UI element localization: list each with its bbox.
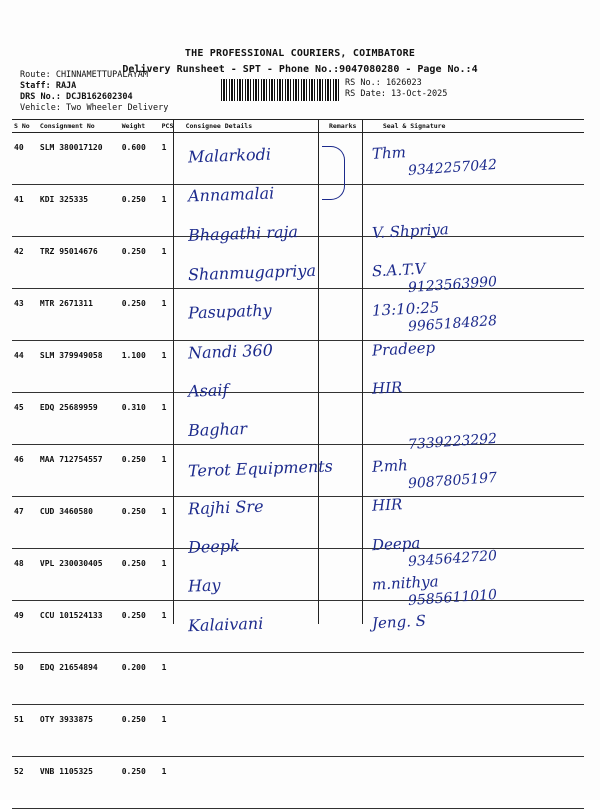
sno-cell: 45 <box>12 393 38 445</box>
consignment-cell: MAA 712754557 <box>38 445 120 497</box>
phone-handwriting: 9342257042 <box>407 156 498 180</box>
consignment-cell: VPL 230030405 <box>38 549 120 601</box>
consignment-cell: OTY 3933875 <box>38 705 120 757</box>
sno-cell: 42 <box>12 237 38 289</box>
pcs-cell: 1 <box>160 289 184 341</box>
sno-cell: 40 <box>12 133 38 185</box>
sno-cell: 48 <box>12 549 38 601</box>
column-divider <box>318 119 319 624</box>
consignee-handwriting: Bhagathi raja <box>187 222 299 246</box>
weight-cell: 0.250 <box>120 601 160 653</box>
weight-cell: 0.250 <box>120 237 160 289</box>
table-row <box>12 393 584 445</box>
consignee-handwriting: Baghar <box>187 418 248 440</box>
table-row <box>12 653 584 705</box>
pcs-cell: 1 <box>160 653 184 705</box>
pcs-cell: 1 <box>160 757 184 809</box>
sno-cell: 49 <box>12 601 38 653</box>
weight-cell: 0.310 <box>120 393 160 445</box>
col-remarks: Remarks <box>327 120 381 133</box>
consignment-cell: CCU 101524133 <box>38 601 120 653</box>
runsheet-subtitle: Delivery Runsheet - SPT - Phone No.:9047080280 - Page No.:4 <box>122 64 478 75</box>
column-divider <box>173 119 174 624</box>
barcode <box>221 79 341 101</box>
signature-handwriting: Pradeep <box>371 337 436 360</box>
pcs-cell: 1 <box>160 705 184 757</box>
route-line: Route: CHINNAMETTUPALAYAM <box>20 70 148 80</box>
pcs-cell: 1 <box>160 549 184 601</box>
sno-cell: 44 <box>12 341 38 393</box>
consignee-handwriting: Shanmugapriya <box>187 261 317 285</box>
col-sno: S No <box>12 120 38 133</box>
weight-cell: 0.250 <box>120 185 160 237</box>
table-row <box>12 601 584 653</box>
sno-cell: 52 <box>12 757 38 809</box>
vehicle-line: Vehicle: Two Wheeler Delivery <box>20 103 169 113</box>
consignee-handwriting: Rajhi Sre <box>187 496 264 519</box>
signature-handwriting: V. Shpriya <box>371 220 450 243</box>
company-title: THE PROFESSIONAL COURIERS, COIMBATORE <box>184 48 416 59</box>
pcs-cell: 1 <box>160 393 184 445</box>
col-seal: Seal & Signature <box>381 120 584 133</box>
consignment-cell: SLM 379949058 <box>38 341 120 393</box>
signature-handwriting: Thm <box>371 143 407 163</box>
consignee-handwriting: Malarkodi <box>187 144 272 167</box>
pcs-cell: 1 <box>160 445 184 497</box>
table-row <box>12 341 584 393</box>
phone-handwriting: 7339223292 <box>407 430 498 453</box>
consignment-cell: VNB 1105325 <box>38 757 120 809</box>
pcs-cell: 1 <box>160 133 184 185</box>
table-row <box>12 289 584 341</box>
signature-handwriting: m.nithya <box>371 572 439 594</box>
pcs-cell: 1 <box>160 601 184 653</box>
consignee-handwriting: Deepk <box>187 536 241 557</box>
remarks-cell <box>327 653 381 705</box>
phone-handwriting: 9965184828 <box>407 313 498 336</box>
consignee-handwriting: Pasupathy <box>187 300 272 323</box>
weight-cell: 0.250 <box>120 289 160 341</box>
sno-cell: 50 <box>12 653 38 705</box>
column-divider <box>362 119 363 624</box>
pcs-cell: 1 <box>160 497 184 549</box>
weight-cell: 0.600 <box>120 133 160 185</box>
consignee-handwriting: Annamalai <box>187 183 275 206</box>
consignee-cell <box>184 705 327 757</box>
drs-line: DRS No.: DCJB162602304 <box>20 92 133 102</box>
consignment-cell: CUD 3460580 <box>38 497 120 549</box>
consignee-handwriting: Kalaivani <box>187 613 264 636</box>
staff-line: Staff: RAJA <box>20 81 77 91</box>
phone-handwriting: 9345642720 <box>407 547 498 571</box>
weight-cell: 0.250 <box>120 549 160 601</box>
phone-handwriting: 9123563990 <box>407 274 498 297</box>
route-meta <box>20 70 168 114</box>
table-row <box>12 705 584 757</box>
pcs-cell: 1 <box>160 237 184 289</box>
consignment-cell: KDI 325335 <box>38 185 120 237</box>
phone-handwriting: 9087805197 <box>407 469 498 492</box>
signature-handwriting: Deepa <box>371 533 421 555</box>
seal-cell <box>381 757 584 809</box>
sno-cell: 46 <box>12 445 38 497</box>
consignee-handwriting: Hay <box>187 575 221 596</box>
signature-handwriting: HIR <box>371 377 403 398</box>
signature-handwriting: P.mh <box>371 455 409 476</box>
consignee-handwriting: Asaif <box>187 379 229 401</box>
signature-handwriting: HIR <box>371 495 403 515</box>
remarks-cell <box>327 757 381 809</box>
table-row <box>12 133 584 185</box>
weight-cell: 0.250 <box>120 757 160 809</box>
table-row <box>12 549 584 601</box>
consignee-cell <box>184 653 327 705</box>
seal-cell <box>381 653 584 705</box>
pcs-cell: 1 <box>160 341 184 393</box>
table-row <box>12 497 584 549</box>
table-row <box>12 757 584 809</box>
table-row <box>12 185 584 237</box>
seal-cell <box>381 705 584 757</box>
col-consignment: Consignment No <box>38 120 120 133</box>
weight-cell: 0.250 <box>120 705 160 757</box>
consignment-cell: EDQ 21654894 <box>38 653 120 705</box>
rs-meta <box>345 78 447 100</box>
consignee-handwriting: Terot Equipments <box>187 456 334 481</box>
sno-cell: 43 <box>12 289 38 341</box>
weight-cell: 1.100 <box>120 341 160 393</box>
weight-cell: 0.200 <box>120 653 160 705</box>
sno-cell: 47 <box>12 497 38 549</box>
consignee-cell <box>184 757 327 809</box>
sno-cell: 51 <box>12 705 38 757</box>
pcs-cell: 1 <box>160 185 184 237</box>
col-weight: Weight <box>120 120 160 133</box>
consignee-handwriting: Nandi 360 <box>187 340 274 362</box>
rs-date: RS Date: 13-Oct-2025 <box>345 89 448 99</box>
weight-cell: 0.250 <box>120 445 160 497</box>
consignment-cell: SLM 380017120 <box>38 133 120 185</box>
remarks-cell <box>327 705 381 757</box>
signature-handwriting: S.A.T.V <box>371 259 426 281</box>
col-pcs: PCS <box>160 120 184 133</box>
sno-cell: 41 <box>12 185 38 237</box>
phone-handwriting: 9585611010 <box>407 587 498 610</box>
col-consignee: Consignee Details <box>184 120 327 133</box>
table-header-row <box>12 120 584 133</box>
consignment-cell: TRZ 95014676 <box>38 237 120 289</box>
weight-cell: 0.250 <box>120 497 160 549</box>
signature-handwriting: 13:10:25 <box>371 298 440 321</box>
rs-no: RS No.: 1626023 <box>345 78 422 88</box>
remarks-cell <box>327 393 381 445</box>
signature-handwriting: Jeng. S <box>371 611 427 633</box>
consignment-cell: MTR 2671311 <box>38 289 120 341</box>
remarks-brace-mark <box>322 146 345 200</box>
consignment-cell: EDQ 25689959 <box>38 393 120 445</box>
